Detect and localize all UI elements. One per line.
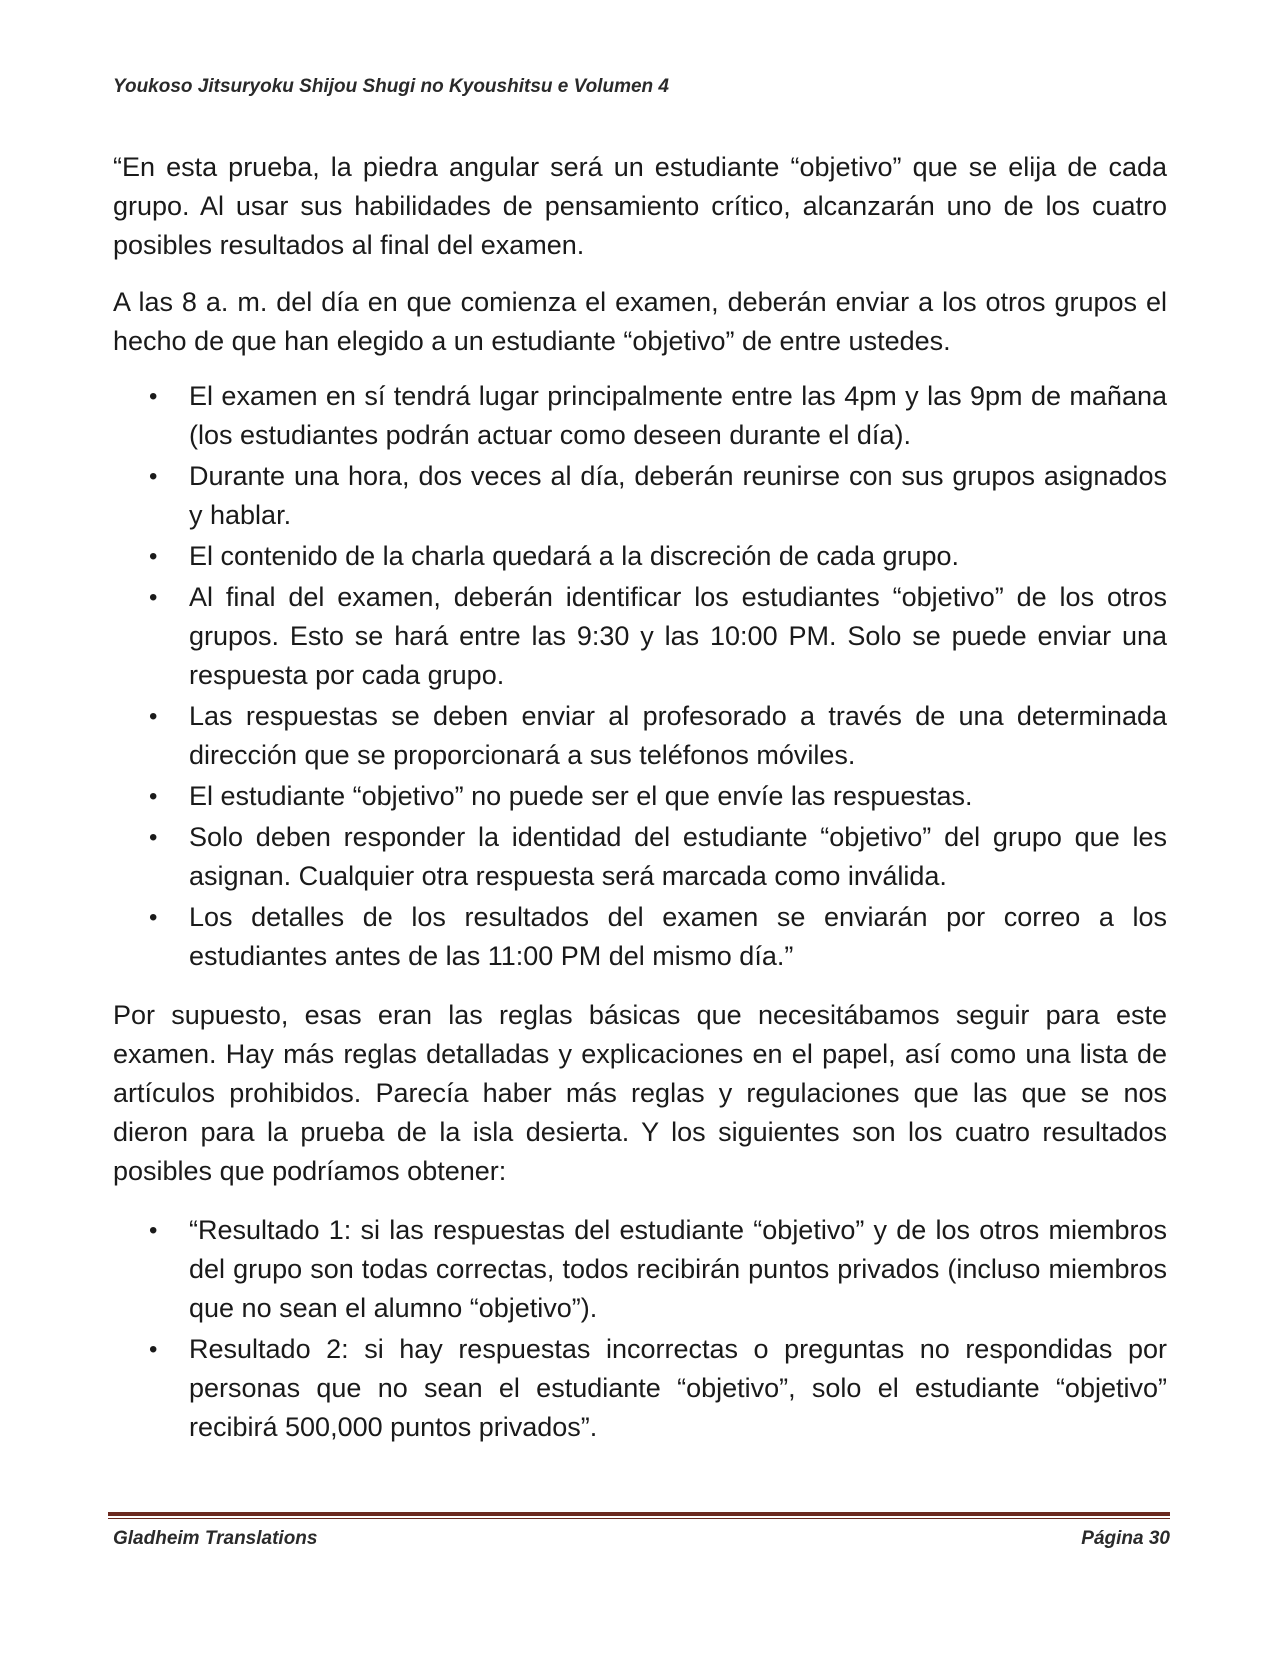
paragraph-third: Por supuesto, esas eran las reglas básicas que necesitábamos seguir para este examen. Hay más reglas detalladas y explicaciones en el papel, así como una lista de artículos prohibidos. Parecía haber más reglas y regulaciones que las que se nos dieron para la prueba de la isla desierta. Y los siguientes son los cuatro resultados posibles que podríamos obtener: bbox=[113, 1000, 1167, 1186]
result-item: • “Resultado 1: si las respuestas del estudiante “objetivo” y de los otros miembros del grupo son todas correctas, todos recibirán puntos privados (incluso miembros que no sean el alumno “objetivo”). bbox=[189, 1211, 1167, 1328]
results-list bbox=[113, 1211, 1167, 1447]
rule-item: • El estudiante “objetivo” no puede ser el que envíe las respuestas. bbox=[189, 777, 1167, 816]
bullet-icon: • bbox=[149, 824, 158, 851]
rule-item: • Las respuestas se deben enviar al profesorado a través de una determinada dirección que se proporcionará a sus teléfonos móviles. bbox=[189, 697, 1167, 775]
page-number: Página 30 bbox=[1081, 1528, 1170, 1549]
page-header-title: Youkoso Jitsuryoku Shijou Shugi no Kyoushitsu e Volumen 4 bbox=[113, 76, 669, 97]
rule-item: • El examen en sí tendrá lugar principalmente entre las 4pm y las 9pm de mañana (los estudiantes podrán actuar como deseen durante el día). bbox=[189, 377, 1167, 455]
rule-item: • Durante una hora, dos veces al día, deberán reunirse con sus grupos asignados y hablar. bbox=[189, 457, 1167, 535]
bullet-icon: • bbox=[149, 543, 158, 570]
rule-item: • El contenido de la charla quedará a la discreción de cada grupo. bbox=[189, 537, 1167, 576]
paragraph-second: A las 8 a. m. del día en que comienza el examen, deberán enviar a los otros grupos el hecho de que han elegido a un estudiante “objetivo” de entre ustedes. bbox=[113, 287, 1167, 356]
rule-item: • Solo deben responder la identidad del estudiante “objetivo” del grupo que les asignan. Cualquier otra respuesta será marcada como inválida. bbox=[189, 818, 1167, 896]
bullet-icon: • bbox=[149, 463, 158, 490]
bullet-icon: • bbox=[149, 904, 158, 931]
paragraph-intro: “En esta prueba, la piedra angular será un estudiante “objetivo” que se elija de cada grupo. Al usar sus habilidades de pensamiento crítico, alcanzarán uno de los cuatro posibles resultados al final del examen. bbox=[113, 152, 1167, 260]
bullet-icon: • bbox=[149, 584, 158, 611]
rule-item: • Los detalles de los resultados del examen se enviarán por correo a los estudiantes antes de las 11:00 PM del mismo día.” bbox=[189, 898, 1167, 976]
bullet-icon: • bbox=[149, 703, 158, 730]
footer-credit: Gladheim Translations bbox=[113, 1528, 318, 1549]
rule-item: • Al final del examen, deberán identificar los estudiantes “objetivo” de los otros grupos. Esto se hará entre las 9:30 y las 10:00 PM. Solo se puede enviar una respuesta por cada grupo. bbox=[189, 578, 1167, 695]
bullet-icon: • bbox=[149, 1217, 158, 1244]
bullet-icon: • bbox=[149, 383, 158, 410]
bullet-icon: • bbox=[149, 783, 158, 810]
footer-divider bbox=[108, 1512, 1170, 1519]
result-item: • Resultado 2: si hay respuestas incorrectas o preguntas no respondidas por personas que no sean el estudiante “objetivo”, solo el estudiante “objetivo” recibirá 500,000 puntos privados”. bbox=[189, 1330, 1167, 1447]
page-body bbox=[113, 148, 1167, 1449]
rules-list bbox=[113, 377, 1167, 976]
bullet-icon: • bbox=[149, 1336, 158, 1363]
